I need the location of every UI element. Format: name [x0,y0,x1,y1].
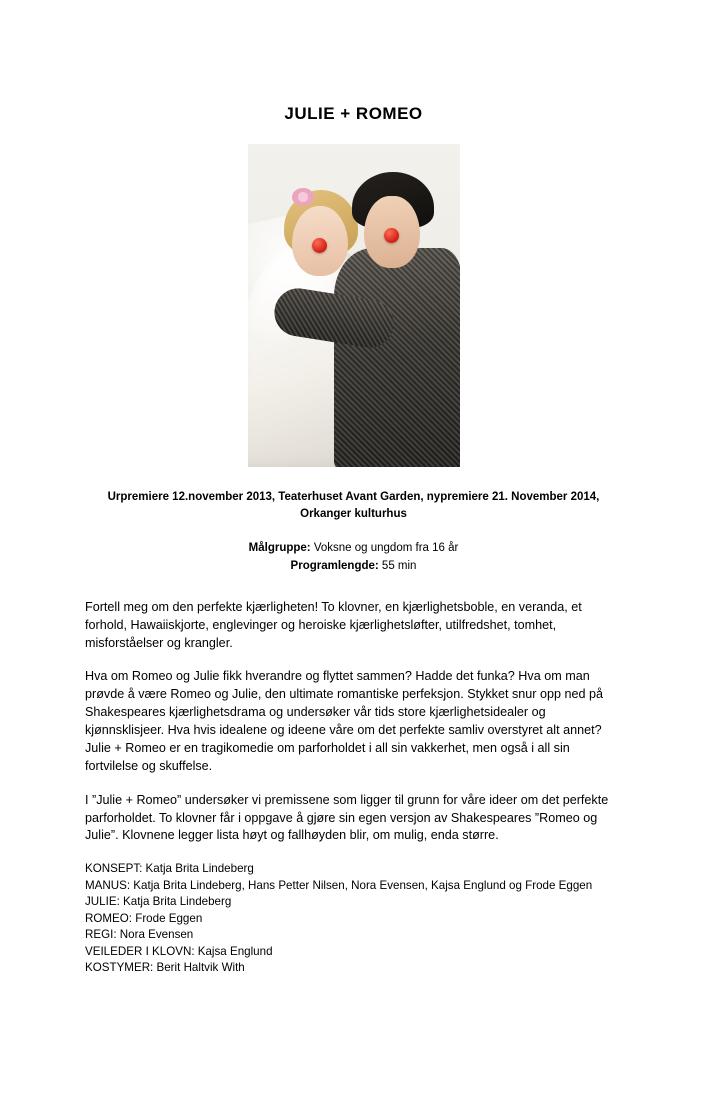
credit-line: VEILEDER I KLOVN: Kajsa Englund [85,944,273,958]
knight-chainmail-shape [334,248,460,467]
photo-container [85,144,622,467]
audience-line [85,540,622,557]
credit-line: ROMEO: Frode Eggen [85,911,203,925]
body-text [85,599,622,846]
clown-nose-icon-woman [312,238,327,253]
premiere-info: Urpremiere 12.november 2013, Teaterhuset Avant Garden, nypremiere 21. November 2014, Orkanger kulturhus [107,491,600,520]
duration-value: 55 min [378,559,417,572]
credit-line: MANUS: Katja Brita Lindeberg, Hans Petter Nilsen, Nora Evensen, Kajsa Englund og Frode Eggen [85,878,593,892]
page-title: JULIE + ROMEO [284,104,423,123]
production-photo [248,144,460,467]
credits-list [85,861,622,976]
paragraph-3: I ”Julie + Romeo” undersøker vi premissene som ligger til grunn for våre ideer om det perfekte parforholdet. To klovner får i oppgave å gjøre sin egen versjon av Shakespeares ”Romeo og Julie”. Klovnene legger lista høyt og fallhøyden blir, om mulig, enda større. [85,792,609,843]
document-page [0,104,707,1104]
credit-line: KONSEPT: Katja Brita Lindeberg [85,862,254,876]
duration-line [85,558,622,575]
audience-value: Voksne og ungdom fra 16 år [310,542,459,555]
audience-label: Målgruppe: [248,542,311,555]
paragraph-2: Hva om Romeo og Julie fikk hverandre og flyttet sammen? Hadde det funka? Hva om man prøvde å være Romeo og Julie, den ultimate romantiske perfeksjon. Stykket snur opp ned på Shakespeares kjærlighetsdrama og undersøker vår tids store kjærlighetsidealer og kjønnsklisjeer. Hva hvis idealene og ideene våre om det perfekte samliv overstyret alt annet? Julie + Romeo er en tragikomedie om parforholdet i all sin vakkerhet, men også i all sin fortvilelse og skuffelse. [85,669,604,773]
meta-block [85,540,622,575]
credit-line: KOSTYMER: Berit Haltvik With [85,961,245,975]
credit-line: REGI: Nora Evensen [85,928,194,942]
hair-flower-icon [292,188,314,206]
credit-line: JULIE: Katja Brita Lindeberg [85,895,232,909]
duration-label: Programlengde: [290,559,379,572]
paragraph-1: Fortell meg om den perfekte kjærligheten! To klovner, en kjærlighetsboble, en veranda, et forhold, Hawaiiskjorte, englevinger og heroiske kjærlighetsløfter, utilfredshet, tomhet, misforståelser og krangler. [85,599,582,650]
clown-nose-icon-man [384,228,399,243]
